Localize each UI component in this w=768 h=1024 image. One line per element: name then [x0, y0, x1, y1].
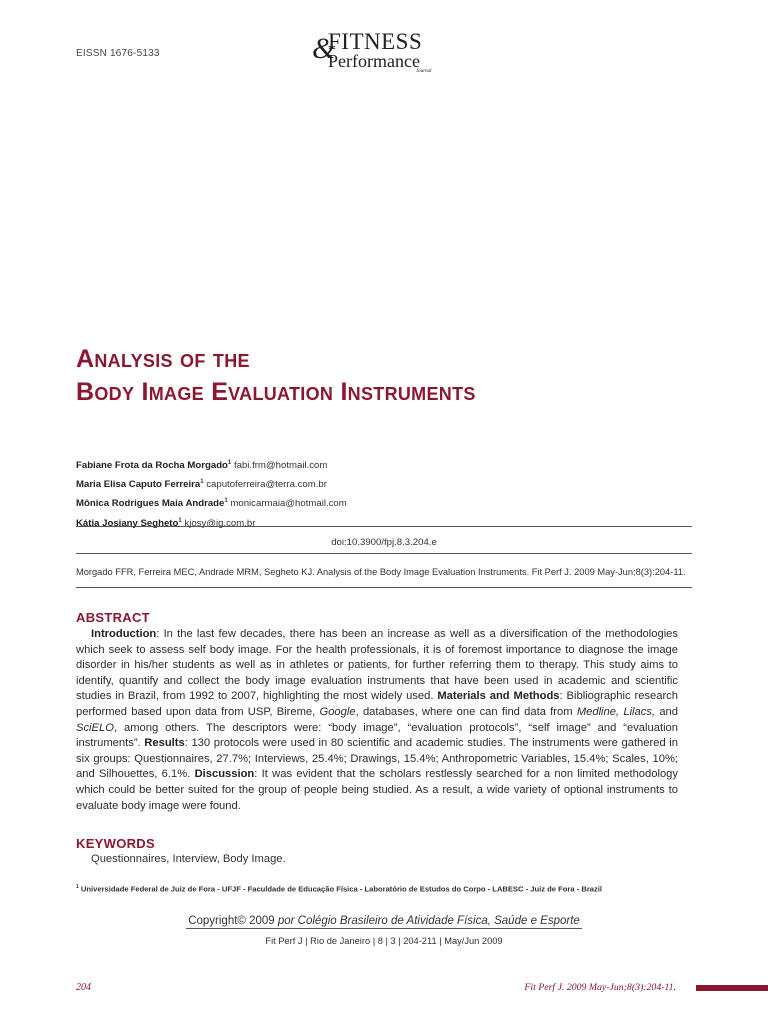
copyright-publisher: por Colégio Brasileiro de Atividade Física, Saúde e Esporte: [277, 915, 580, 927]
abstract-heading: ABSTRACT: [76, 610, 150, 625]
author-name: Kátia Josiany Segheto: [76, 517, 179, 529]
methods-google: Google: [319, 705, 356, 718]
methods-text: : Bibliographic research performed based upon data from USP, Bireme,: [76, 690, 678, 718]
methods-text: , among others. The descriptors were: “body image”, “evaluation protocols”, “self image” and “evaluation instruments”.: [76, 721, 678, 750]
eissn-label: EISSN 1676-5133: [76, 48, 160, 59]
author-affil-mark: 1: [178, 517, 182, 524]
author-email[interactable]: caputoferreira@terra.com.br: [206, 479, 327, 491]
methods-label: Materials and Methods: [437, 690, 560, 703]
author-name: Mônica Rodrigues Maia Andrade: [76, 498, 225, 510]
keywords-heading: KEYWORDS: [76, 836, 155, 851]
author-affil-mark: 1: [224, 498, 228, 505]
footer-citation: Fit Perf J. 2009 May-Jun;8(3):204-11.: [524, 982, 676, 993]
author-name: Maria Elisa Caputo Ferreira: [76, 479, 201, 491]
logo-fitness: FITNESS: [328, 29, 423, 54]
author-affil-mark: 1: [227, 460, 232, 466]
author-list: [76, 455, 347, 532]
journal-issue-line: Fit Perf J | Rio de Janeiro | 8 | 3 | 204-211 | May/Jun 2009: [265, 936, 503, 946]
divider-top: [76, 526, 692, 527]
author-affil-mark: 1: [200, 479, 204, 486]
author-email[interactable]: monicarmaia@hotmail.com: [230, 498, 347, 510]
page-number: 204: [76, 982, 91, 993]
author-4: [76, 513, 347, 532]
results-text: : 130 protocols were used in 80 scientific and academic studies. The instruments were gathered in six groups: Questionnaires, 27.7%; Interviews, 25.4%; Drawings, 15.4%; Anthropometric Variables, 15.4%; Scales, 10%; and Silhouettes, 6.1%.: [76, 737, 678, 781]
article-title: [76, 343, 476, 409]
divider-middle: [76, 553, 692, 554]
author-email[interactable]: kjosy@ig.com.br: [184, 517, 256, 529]
methods-scielo: SciELO: [76, 721, 114, 734]
discussion-text: : It was evident that the scholars restlessly searched for a non limited methodology which could be better suited for the group of people being studied. As a result, a wide variety of optional instruments to evaluate body image were found.: [76, 768, 679, 812]
affiliation-note: [76, 884, 602, 894]
methods-text: , databases, where one can find data from: [355, 705, 577, 718]
title-line-1: Analysis of the: [76, 345, 250, 373]
title-line-2: Body Image Evaluation Instruments: [76, 378, 476, 406]
copyright-line: [0, 915, 768, 929]
intro-text: : In the last few decades, there has been an increase as well as a diversification of the methodologies which seek to assess self body image. For the health professionals, it is of foremost importance to diagnose the image disorder in his/her students as well as in athletes or patients, for further referring them to therapy. This study aims to identify, quantify and collect the body image evaluation instruments that have been used in academic and scientific studies in Brazil, from 1992 to 2007, highlighting the most widely used.: [76, 628, 678, 703]
author-2: [76, 474, 347, 493]
methods-medline: Medline, Lilacs,: [576, 705, 656, 718]
discussion-label: Discussion: [194, 768, 255, 781]
doi-link[interactable]: doi:10.3900/fpj.8.3.204.e: [331, 537, 437, 548]
affiliation-mark: 1: [76, 884, 79, 890]
affiliation-text: Universidade Federal de Juiz de Fora - UFJF - Faculdade de Educação Física - Laboratório de Estudos do Corpo - LABESC - Juiz de Fora - Brazil: [80, 884, 603, 894]
author-3: [76, 493, 347, 512]
copyright-prefix: Copyright© 2009: [188, 915, 278, 927]
author-email[interactable]: fabi.frm@hotmail.com: [233, 460, 328, 472]
journal-logo: [312, 28, 437, 103]
author-name: Fabiane Frota da Rocha Morgado: [76, 460, 228, 472]
author-1: [76, 455, 347, 474]
results-label: Results: [144, 737, 185, 750]
keywords-text: Questionnaires, Interview, Body Image.: [91, 853, 286, 865]
methods-text: and: [655, 705, 678, 718]
abstract-body: [76, 627, 678, 814]
footer-accent-bar: [696, 985, 768, 991]
logo-ampersand: &: [312, 32, 336, 65]
divider-bottom: [76, 587, 692, 588]
logo-journal: Journal: [416, 69, 432, 74]
intro-label: Introduction: [91, 628, 157, 640]
logo-performance: Performance: [328, 51, 420, 71]
citation-text: Morgado FFR, Ferreira MEC, Andrade MRM, Segheto KJ. Analysis of the Body Image Evaluation Instruments. Fit Perf J. 2009 May-Jun;8(3):204-11.: [76, 567, 686, 577]
